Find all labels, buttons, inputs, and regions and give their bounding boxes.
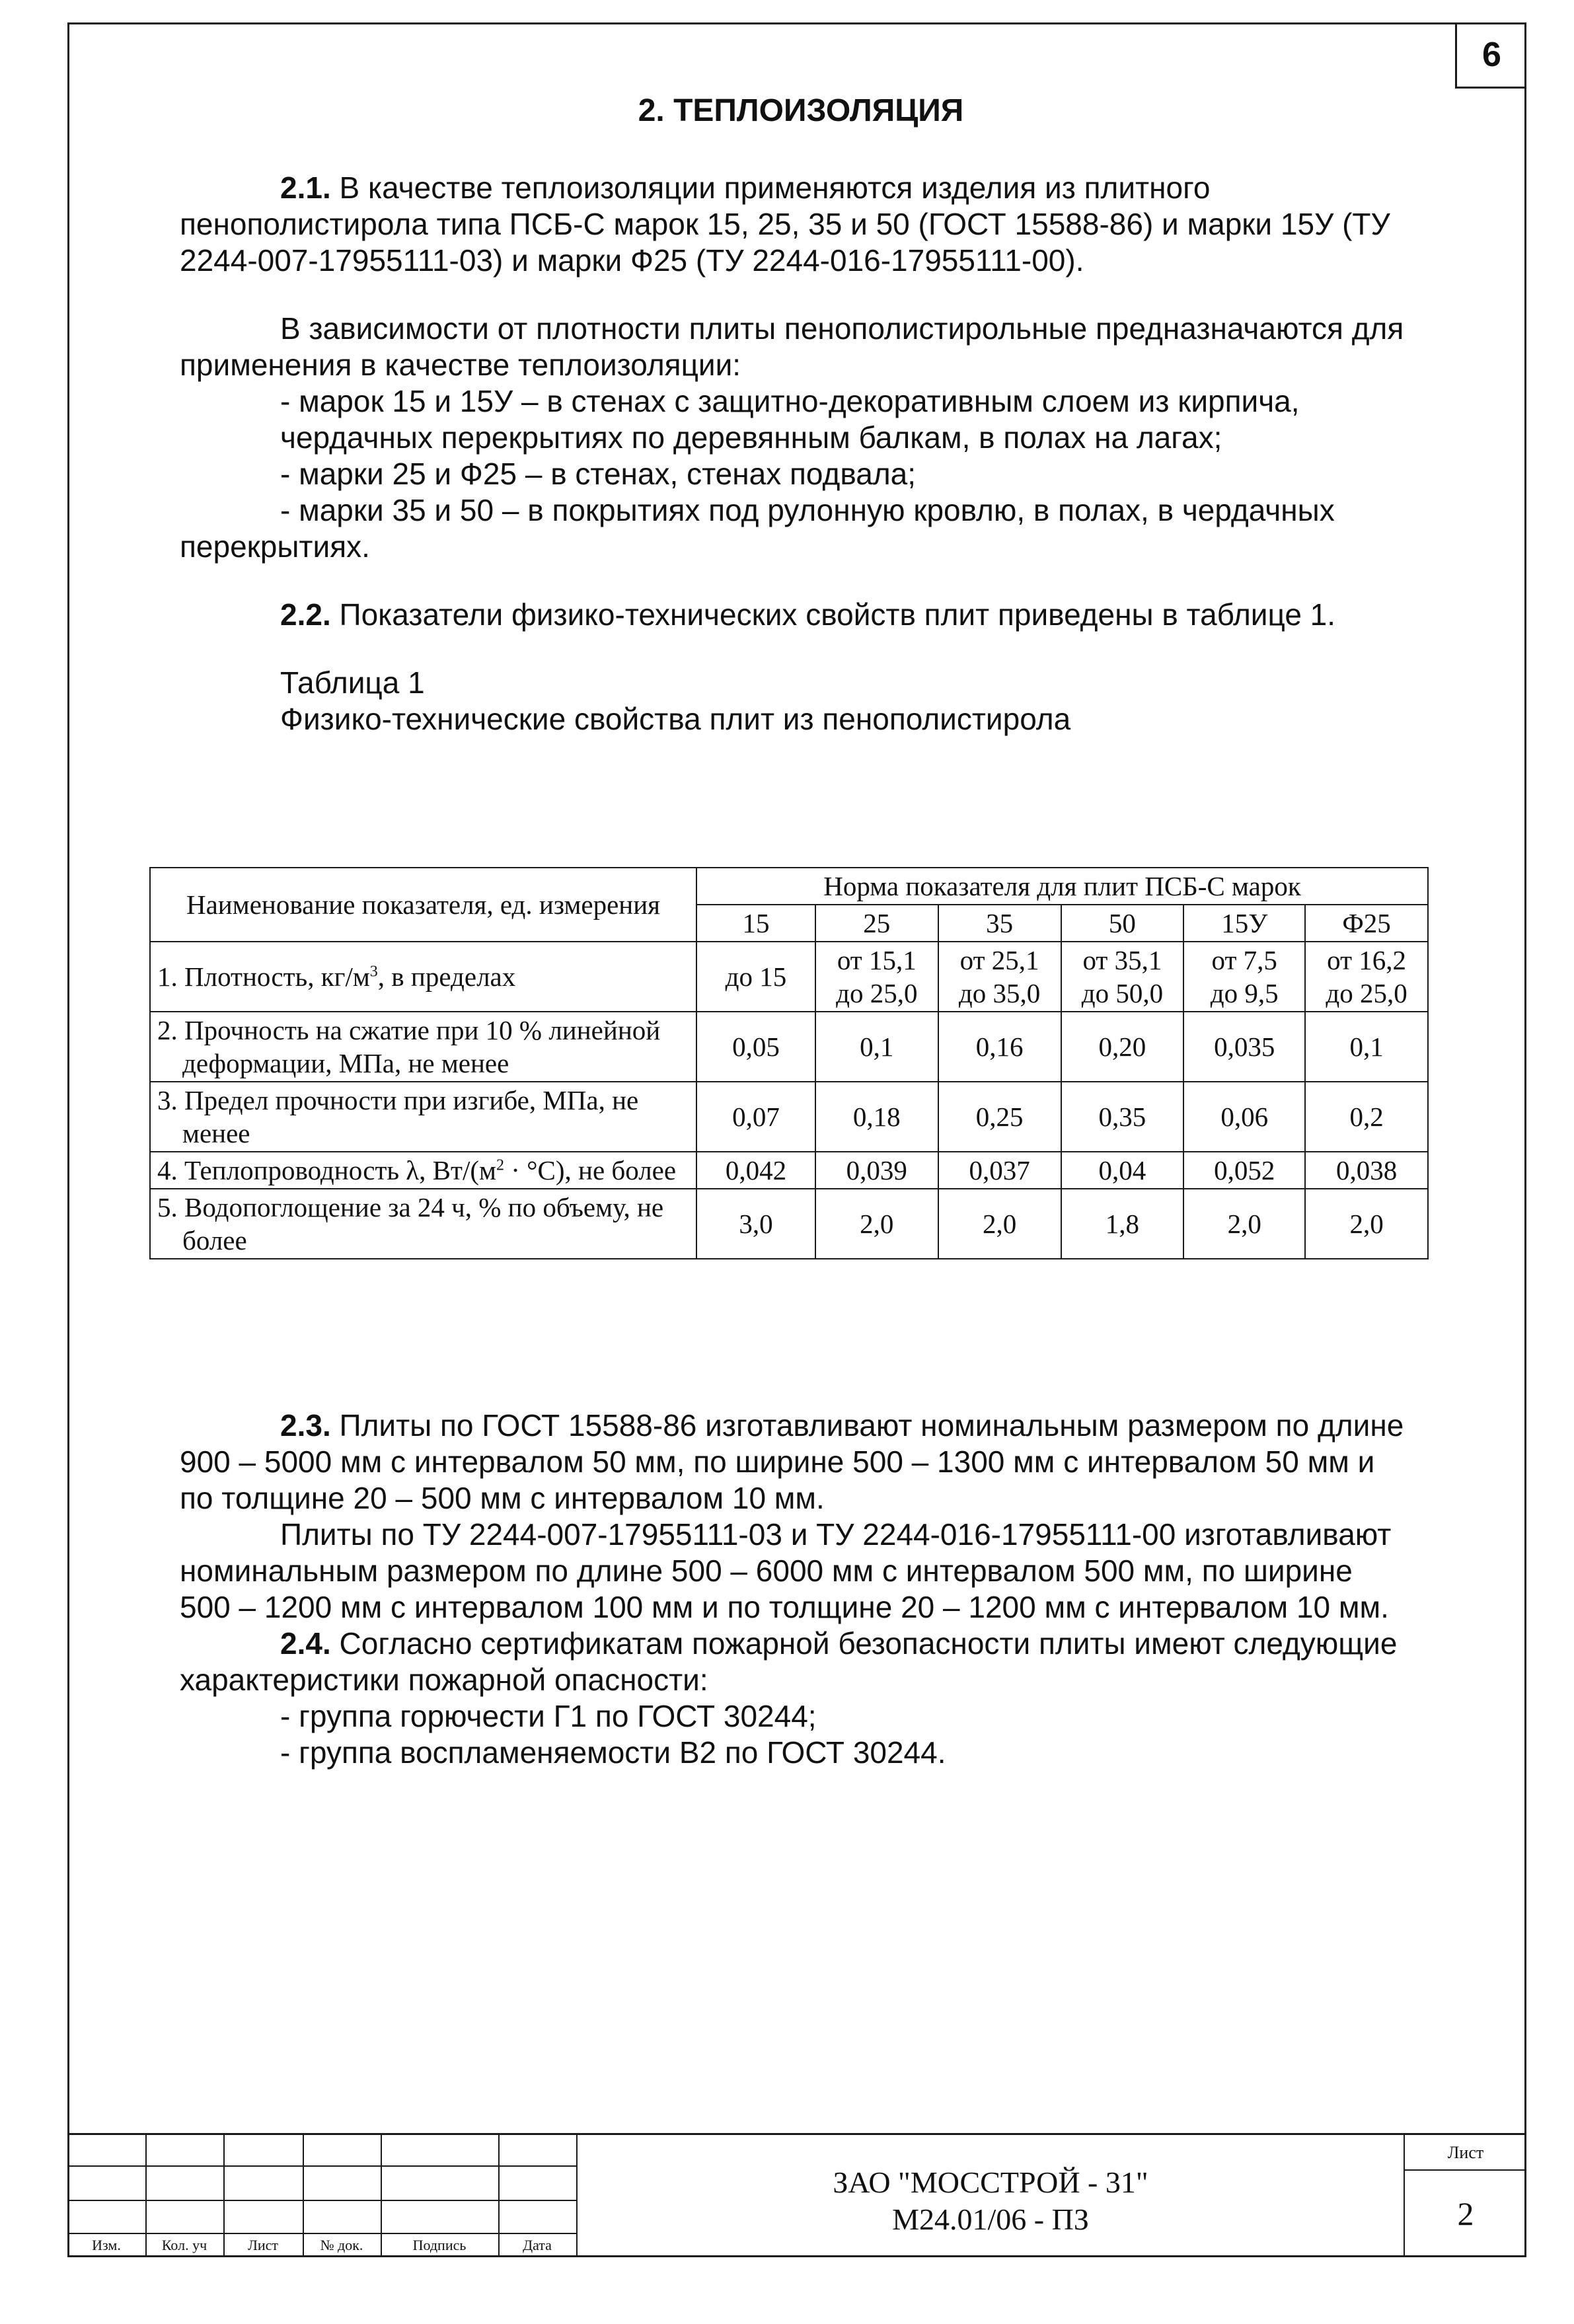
table-cell: 0,039 <box>815 1152 938 1189</box>
density-intro: В зависимости от плотности плиты пенополистирольные предназначаются для применения в качестве теплоизоляции: <box>180 311 1404 382</box>
label-sheet: Лист <box>247 2237 279 2253</box>
table-row <box>150 1012 1428 1082</box>
paragraph-text: Плиты по ГОСТ 15588-86 изготавливают номинальным размером по длине 900 – 5000 мм с интервалом 50 мм, по ширине 500 – 1300 мм с интервалом 50 мм и по толщине 20 – 500 мм с интервалом 10 мм. <box>180 1408 1404 1515</box>
table-cell: 2,0 <box>815 1189 938 1259</box>
paragraph-2-2 <box>180 597 1409 633</box>
table-cell: 0,18 <box>815 1082 938 1152</box>
page-number-badge: 6 <box>1455 22 1526 89</box>
row-name: 3. Предел прочности при изгибе, МПа, не менее <box>150 1082 696 1152</box>
properties-table-wrap <box>149 867 1429 1259</box>
use-item-1: - марок 15 и 15У – в стенах с защитно-декоративным слоем из кирпича, чердачных перекрытиях по деревянным балкам, в полах на лагах; <box>280 384 1300 455</box>
section-heading: 2. ТЕПЛОИЗОЛЯЦИЯ <box>638 93 964 128</box>
row-name: 1. Плотность, $кг/м^3$, в пределах <box>150 942 696 1012</box>
table-cell: до 15 <box>696 942 815 1012</box>
table-cell: 0,052 <box>1183 1152 1305 1189</box>
use-item-2: - марки 25 и Ф25 – в стенах, стенах подвала; <box>280 457 917 491</box>
table-cell: от 25,1 до 35,0 <box>938 942 1061 1012</box>
organization-block <box>578 2164 1404 2238</box>
table-title: Физико-технические свойства плит из пенополистирола <box>280 702 1071 736</box>
table-cell: 2,0 <box>1305 1189 1428 1259</box>
paragraph-number: 2.1. <box>280 170 331 205</box>
paragraph-2-1 <box>180 170 1409 279</box>
table-cell: 0,1 <box>815 1012 938 1082</box>
row-name: 5. Водопоглощение за 24 ч, % по объему, не более <box>150 1189 696 1259</box>
paragraph-text: Согласно сертификатам пожарной безопасности плиты имеют следующие характеристики пожарной опасности: <box>180 1626 1398 1697</box>
label-change: Изм. <box>92 2237 121 2253</box>
grid-line <box>67 2200 576 2201</box>
grade-header: 25 <box>815 905 938 942</box>
table-cell: от 16,2 до 25,0 <box>1305 942 1428 1012</box>
header-norm: Норма показателя для плит ПСБ-С марок <box>696 868 1428 905</box>
paragraph-number: 2.4. <box>280 1626 331 1661</box>
paragraph-text: Показатели физико-технических свойств плит приведены в таблице 1. <box>330 597 1336 632</box>
grade-header: 15 <box>696 905 815 942</box>
table-cell: 0,20 <box>1061 1012 1184 1082</box>
table-label: Таблица 1 <box>280 665 425 700</box>
table-row <box>150 1082 1428 1152</box>
document-body <box>180 93 1409 737</box>
title-block <box>67 2133 1526 2257</box>
grade-header: 50 <box>1061 905 1184 942</box>
use-item-3: - марки 35 и 50 – в покрытиях под рулонную кровлю, в полах, в чердачных перекрытиях. <box>180 493 1335 564</box>
table-cell: 0,07 <box>696 1082 815 1152</box>
label-qty: Кол. уч <box>161 2237 207 2253</box>
table-cell: 0,04 <box>1061 1152 1184 1189</box>
table-cell: 3,0 <box>696 1189 815 1259</box>
organization-name: ЗАО "МОССТРОЙ - 31" <box>833 2165 1148 2199</box>
grade-header: Ф25 <box>1305 905 1428 942</box>
table-cell: от 15,1 до 25,0 <box>815 942 938 1012</box>
grid-line <box>67 2165 576 2167</box>
paragraph-number: 2.3. <box>280 1408 331 1443</box>
table-cell: 2,0 <box>1183 1189 1305 1259</box>
table-row <box>150 942 1428 1012</box>
document-code: М24.01/06 - ПЗ <box>892 2202 1089 2236</box>
table-cell: 0,16 <box>938 1012 1061 1082</box>
row-name: 4. Теплопроводность λ, $Вт/(м^2 \cdot ^\circ С)$, не более <box>150 1152 696 1189</box>
table-cell: 2,0 <box>938 1189 1061 1259</box>
header-indicator-name: Наименование показателя, ед. измерения <box>150 868 696 942</box>
paragraph-2-3-continued: Плиты по ТУ 2244-007-17955111-03 и ТУ 2244-016-17955111-00 изготавливают номинальным размером по длине 500 – 6000 мм с интервалом 500 мм, по ширине 500 – 1200 мм с интервалом 100 мм и по толщине 20 – 1200 мм с интервалом 10 мм. <box>180 1517 1392 1624</box>
table-cell: 1,8 <box>1061 1189 1184 1259</box>
sheet-label: Лист <box>1447 2143 1484 2162</box>
table-row <box>150 1152 1428 1189</box>
paragraph-number: 2.2. <box>280 597 331 632</box>
table-cell: 0,035 <box>1183 1012 1305 1082</box>
sheet-number: 2 <box>1457 2195 1474 2232</box>
label-signature: Подпись <box>412 2237 467 2253</box>
grade-header: 35 <box>938 905 1061 942</box>
label-date: Дата <box>523 2237 552 2253</box>
paragraph-2-3 <box>180 1407 1409 1517</box>
row-name: 2. Прочность на сжатие при 10 % линейной деформации, МПа, не менее <box>150 1012 696 1082</box>
table-cell: 0,038 <box>1305 1152 1428 1189</box>
document-body-lower <box>180 1407 1409 1771</box>
table-cell: от 35,1 до 50,0 <box>1061 942 1184 1012</box>
table-cell: от 7,5 до 9,5 <box>1183 942 1305 1012</box>
label-doc-no: № док. <box>320 2237 363 2253</box>
table-cell: 0,1 <box>1305 1012 1428 1082</box>
table-cell: 0,25 <box>938 1082 1061 1152</box>
paragraph-2-4 <box>180 1626 1409 1698</box>
fire-item-1: - группа горючести Г1 по ГОСТ 30244; <box>280 1699 817 1733</box>
properties-table <box>149 867 1429 1259</box>
table-cell: 0,042 <box>696 1152 815 1189</box>
paragraph-text: В качестве теплоизоляции применяются изделия из плитного пенополистирола типа ПСБ-С марок 15, 25, 35 и 50 (ГОСТ 15588-86) и марки 15У (ТУ 2244-007-17955111-03) и марки Ф25 (ТУ 2244-016-17955111-00). <box>180 170 1390 278</box>
table-cell: 0,35 <box>1061 1082 1184 1152</box>
table-cell: 0,2 <box>1305 1082 1428 1152</box>
fire-item-2: - группа воспламеняемости В2 по ГОСТ 30244. <box>280 1735 946 1770</box>
table-row <box>150 1189 1428 1259</box>
grade-header: 15У <box>1183 905 1305 942</box>
table-cell: 0,05 <box>696 1012 815 1082</box>
table-cell: 0,06 <box>1183 1082 1305 1152</box>
table-cell: 0,037 <box>938 1152 1061 1189</box>
